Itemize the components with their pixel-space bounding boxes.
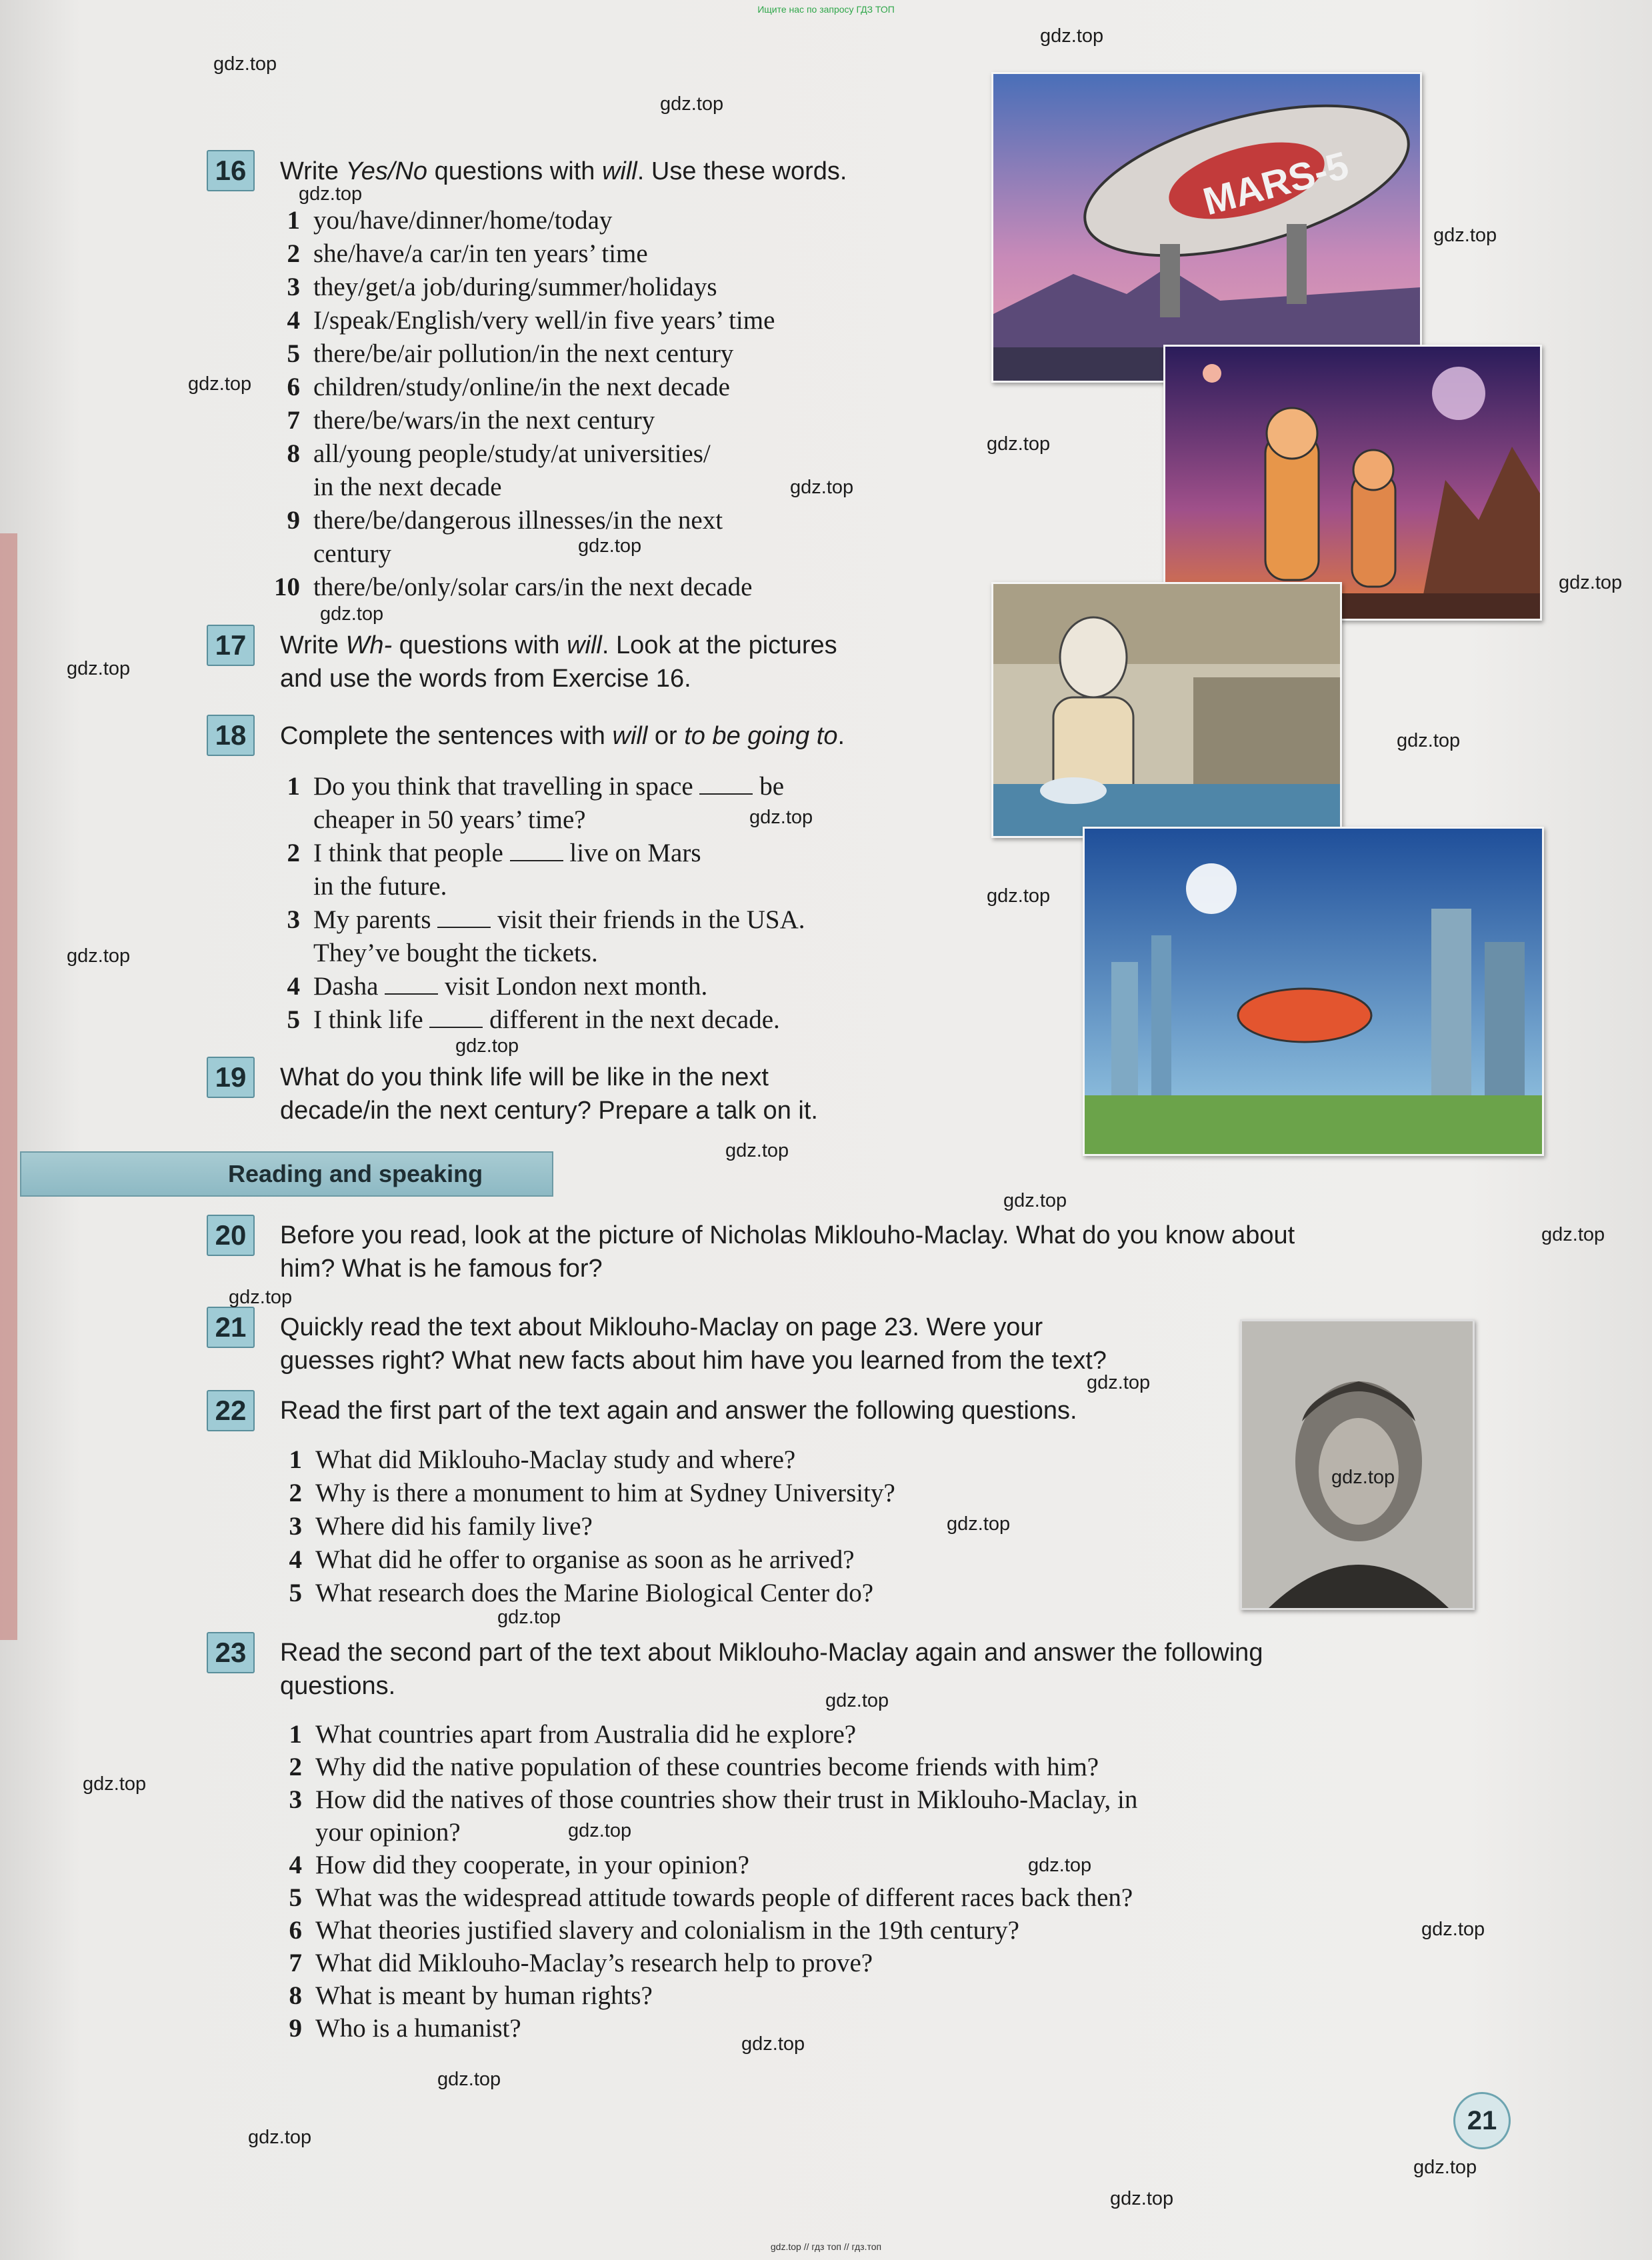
- mars-label: MARS-5: [1198, 143, 1353, 224]
- watermark: gdz.top: [83, 1773, 147, 1795]
- item-number: 5: [289, 1579, 302, 1607]
- item-text: all/young people/study/at universities/: [313, 439, 711, 468]
- answer-blank: [437, 907, 491, 928]
- exercise-number-21: 21: [207, 1307, 255, 1348]
- item-text: What did Miklouho-Maclay’s research help to prove?: [315, 1949, 873, 1977]
- item-text: you/have/dinner/home/today: [313, 206, 613, 235]
- exercise-number-20: 20: [207, 1215, 255, 1256]
- watermark: gdz.top: [1087, 1372, 1151, 1393]
- item-text: there/be/wars/in the next century: [313, 406, 655, 435]
- watermark: gdz.top: [229, 1287, 293, 1308]
- item-number: 3: [289, 1512, 302, 1541]
- robot-illustration: [991, 582, 1342, 838]
- watermark: gdz.top: [1003, 1190, 1067, 1211]
- item-number: 5: [287, 1005, 300, 1034]
- item-text-part: visit their friends in the USA.: [491, 905, 805, 934]
- answer-blank: [510, 840, 563, 861]
- item-text: there/be/air pollution/in the next century: [313, 339, 734, 368]
- item-number: 3: [287, 905, 300, 934]
- item-text: What research does the Marine Biological Center do?: [315, 1579, 874, 1607]
- item-number: 2: [287, 839, 300, 867]
- exercise-23-instruction: Read the second part of the text about Miklouho-Maclay again and answer the following questions.: [280, 1639, 1263, 1700]
- item-text: What did he offer to organise as soon as he arrived?: [315, 1545, 855, 1574]
- item-number: 6: [287, 373, 300, 401]
- item-text: your opinion?: [315, 1818, 461, 1847]
- item-text: What countries apart from Australia did he explore?: [315, 1720, 857, 1749]
- watermark: gdz.top: [725, 1140, 789, 1161]
- watermark: gdz.top: [947, 1513, 1011, 1535]
- exercise-17-instruction: Write Wh- questions with will. Look at the pictures and use the words from Exercise 16.: [280, 631, 837, 693]
- mars-spaceship-illustration: [991, 72, 1422, 383]
- watermark: gdz.top: [1110, 2188, 1174, 2209]
- item-number: 5: [287, 339, 300, 368]
- watermark: gdz.top: [320, 603, 384, 625]
- future-city-illustration: [1083, 827, 1544, 1156]
- item-number: 1: [287, 772, 300, 801]
- item-text-part: be: [753, 772, 785, 801]
- watermark: gdz.top: [1559, 572, 1623, 593]
- watermark: gdz.top: [455, 1035, 519, 1057]
- item-number: 7: [289, 1949, 302, 1977]
- item-number: 3: [289, 1785, 302, 1814]
- item-text: How did the natives of those countries show their trust in Miklouho-Maclay, in: [315, 1785, 1138, 1814]
- item-number: 4: [287, 306, 300, 335]
- item-text: What did Miklouho-Maclay study and where?: [315, 1445, 796, 1474]
- item-text: [313, 770, 784, 803]
- item-text: How did they cooperate, in your opinion?: [315, 1851, 749, 1879]
- item-text-part: They’ve bought the tickets.: [313, 939, 598, 967]
- item-text-part: Do you think that travelling in space: [313, 772, 700, 801]
- item-number: 1: [289, 1445, 302, 1474]
- item-text-part: I think life: [313, 1005, 430, 1034]
- item-number: 3: [287, 273, 300, 301]
- item-number: 9: [289, 2014, 302, 2043]
- watermark: gdz.top: [1331, 1467, 1395, 1488]
- item-text: there/be/dangerous illnesses/in the next: [313, 506, 723, 535]
- item-text-part: in the future.: [313, 872, 447, 901]
- item-number: 4: [287, 972, 300, 1001]
- exercise-number-17: 17: [207, 625, 255, 666]
- page-edge-band: [0, 533, 17, 1640]
- item-number: 10: [274, 573, 300, 601]
- watermark: gdz.top: [1421, 1919, 1485, 1940]
- watermark: gdz.top: [67, 945, 131, 967]
- item-text: children/study/online/in the next decade: [313, 373, 730, 401]
- item-number: 4: [289, 1851, 302, 1879]
- watermark: gdz.top: [825, 1690, 889, 1711]
- item-text-part: I think that people: [313, 839, 510, 867]
- item-number: 1: [289, 1720, 302, 1749]
- item-number: 6: [289, 1916, 302, 1945]
- watermark: gdz.top: [1433, 225, 1497, 246]
- item-number: 4: [289, 1545, 302, 1574]
- watermark: gdz.top: [578, 535, 642, 557]
- item-text: What was the widespread attitude towards people of different races back then?: [315, 1883, 1133, 1912]
- item-number: 1: [287, 206, 300, 235]
- item-text: I/speak/English/very well/in five years’ time: [313, 306, 775, 335]
- item-text-part: My parents: [313, 905, 438, 934]
- watermark: gdz.top: [67, 658, 131, 679]
- item-number: 9: [287, 506, 300, 535]
- header-note: Ищите нас по запросу ГДЗ ТОП: [757, 4, 895, 15]
- footer-note: gdz.top // гдз топ // гдз.топ: [770, 2241, 882, 2252]
- watermark: gdz.top: [437, 2069, 501, 2090]
- item-number: 5: [289, 1883, 302, 1912]
- watermark: gdz.top: [497, 1607, 561, 1628]
- item-number: 8: [289, 1981, 302, 2010]
- exercise-19-instruction: What do you think life will be like in the next decade/in the next century? Prepare a talk on it.: [280, 1063, 818, 1125]
- item-text: [313, 803, 586, 837]
- item-text: [313, 870, 447, 903]
- item-text: What theories justified slavery and colonialism in the 19th century?: [315, 1916, 1019, 1945]
- watermark: gdz.top: [660, 93, 724, 115]
- miklouho-maclay-portrait: [1240, 1319, 1475, 1610]
- item-text: [313, 1003, 780, 1037]
- exercise-number-22: 22: [207, 1390, 255, 1431]
- exercise-number-23: 23: [207, 1632, 255, 1673]
- item-text-part: visit London next month.: [438, 972, 708, 1001]
- item-text: century: [313, 539, 391, 568]
- exercise-number-19: 19: [207, 1057, 255, 1098]
- exercise-18-instruction: Complete the sentences with will or to be going to.: [280, 722, 845, 750]
- exercise-21-instruction: Quickly read the text about Miklouho-Maclay on page 23. Were your guesses right? What new facts about him have you learned from the text?: [280, 1313, 1107, 1375]
- item-text: What is meant by human rights?: [315, 1981, 653, 2010]
- astronauts-illustration: [1163, 345, 1542, 621]
- item-text: Who is a humanist?: [315, 2014, 521, 2043]
- exercise-22-instruction: Read the first part of the text again and answer the following questions.: [280, 1397, 1077, 1425]
- item-text: [313, 937, 598, 970]
- item-text-part: different in the next decade.: [483, 1005, 780, 1034]
- item-text-part: Dasha: [313, 972, 385, 1001]
- item-text-part: live on Mars: [563, 839, 701, 867]
- item-text: there/be/only/solar cars/in the next decade: [313, 573, 753, 601]
- item-text: Why did the native population of these countries become friends with him?: [315, 1753, 1099, 1781]
- item-text: they/get/a job/during/summer/holidays: [313, 273, 717, 301]
- answer-blank: [429, 1007, 483, 1028]
- watermark: gdz.top: [987, 885, 1051, 907]
- item-text: Where did his family live?: [315, 1512, 593, 1541]
- watermark: gdz.top: [741, 2033, 805, 2055]
- watermark: gdz.top: [1028, 1855, 1092, 1876]
- watermark: gdz.top: [248, 2127, 312, 2148]
- exercise-number-16: 16: [207, 150, 255, 191]
- watermark: gdz.top: [749, 807, 813, 828]
- exercise-16-instruction: Write Yes/No questions with will. Use these words.: [280, 157, 847, 185]
- item-text: Why is there a monument to him at Sydney University?: [315, 1479, 895, 1507]
- item-text: she/have/a car/in ten years’ time: [313, 239, 648, 268]
- item-number: 2: [289, 1753, 302, 1781]
- item-number: 8: [287, 439, 300, 468]
- watermark: gdz.top: [188, 373, 252, 395]
- item-text: [313, 903, 805, 937]
- watermark: gdz.top: [987, 433, 1051, 455]
- item-text: [313, 837, 701, 870]
- watermark: gdz.top: [1397, 730, 1461, 751]
- watermark: gdz.top: [299, 183, 363, 205]
- section-heading: Reading and speaking: [20, 1151, 553, 1197]
- watermark: gdz.top: [1413, 2157, 1477, 2178]
- item-text-part: cheaper in 50 years’ time?: [313, 805, 586, 834]
- watermark: gdz.top: [1040, 25, 1104, 47]
- item-text: in the next decade: [313, 473, 502, 501]
- watermark: gdz.top: [568, 1820, 632, 1841]
- item-text: [313, 970, 707, 1003]
- answer-blank: [385, 973, 438, 995]
- answer-blank: [699, 773, 753, 795]
- item-number: 7: [287, 406, 300, 435]
- exercise-20-instruction: Before you read, look at the picture of Nicholas Miklouho-Maclay. What do you know about him? What is he famous for?: [280, 1221, 1295, 1283]
- item-number: 2: [287, 239, 300, 268]
- watermark: gdz.top: [213, 53, 277, 75]
- watermark: gdz.top: [790, 477, 854, 498]
- item-number: 2: [289, 1479, 302, 1507]
- exercise-number-18: 18: [207, 715, 255, 756]
- watermark: gdz.top: [1541, 1224, 1605, 1245]
- page-number: 21: [1453, 2092, 1511, 2149]
